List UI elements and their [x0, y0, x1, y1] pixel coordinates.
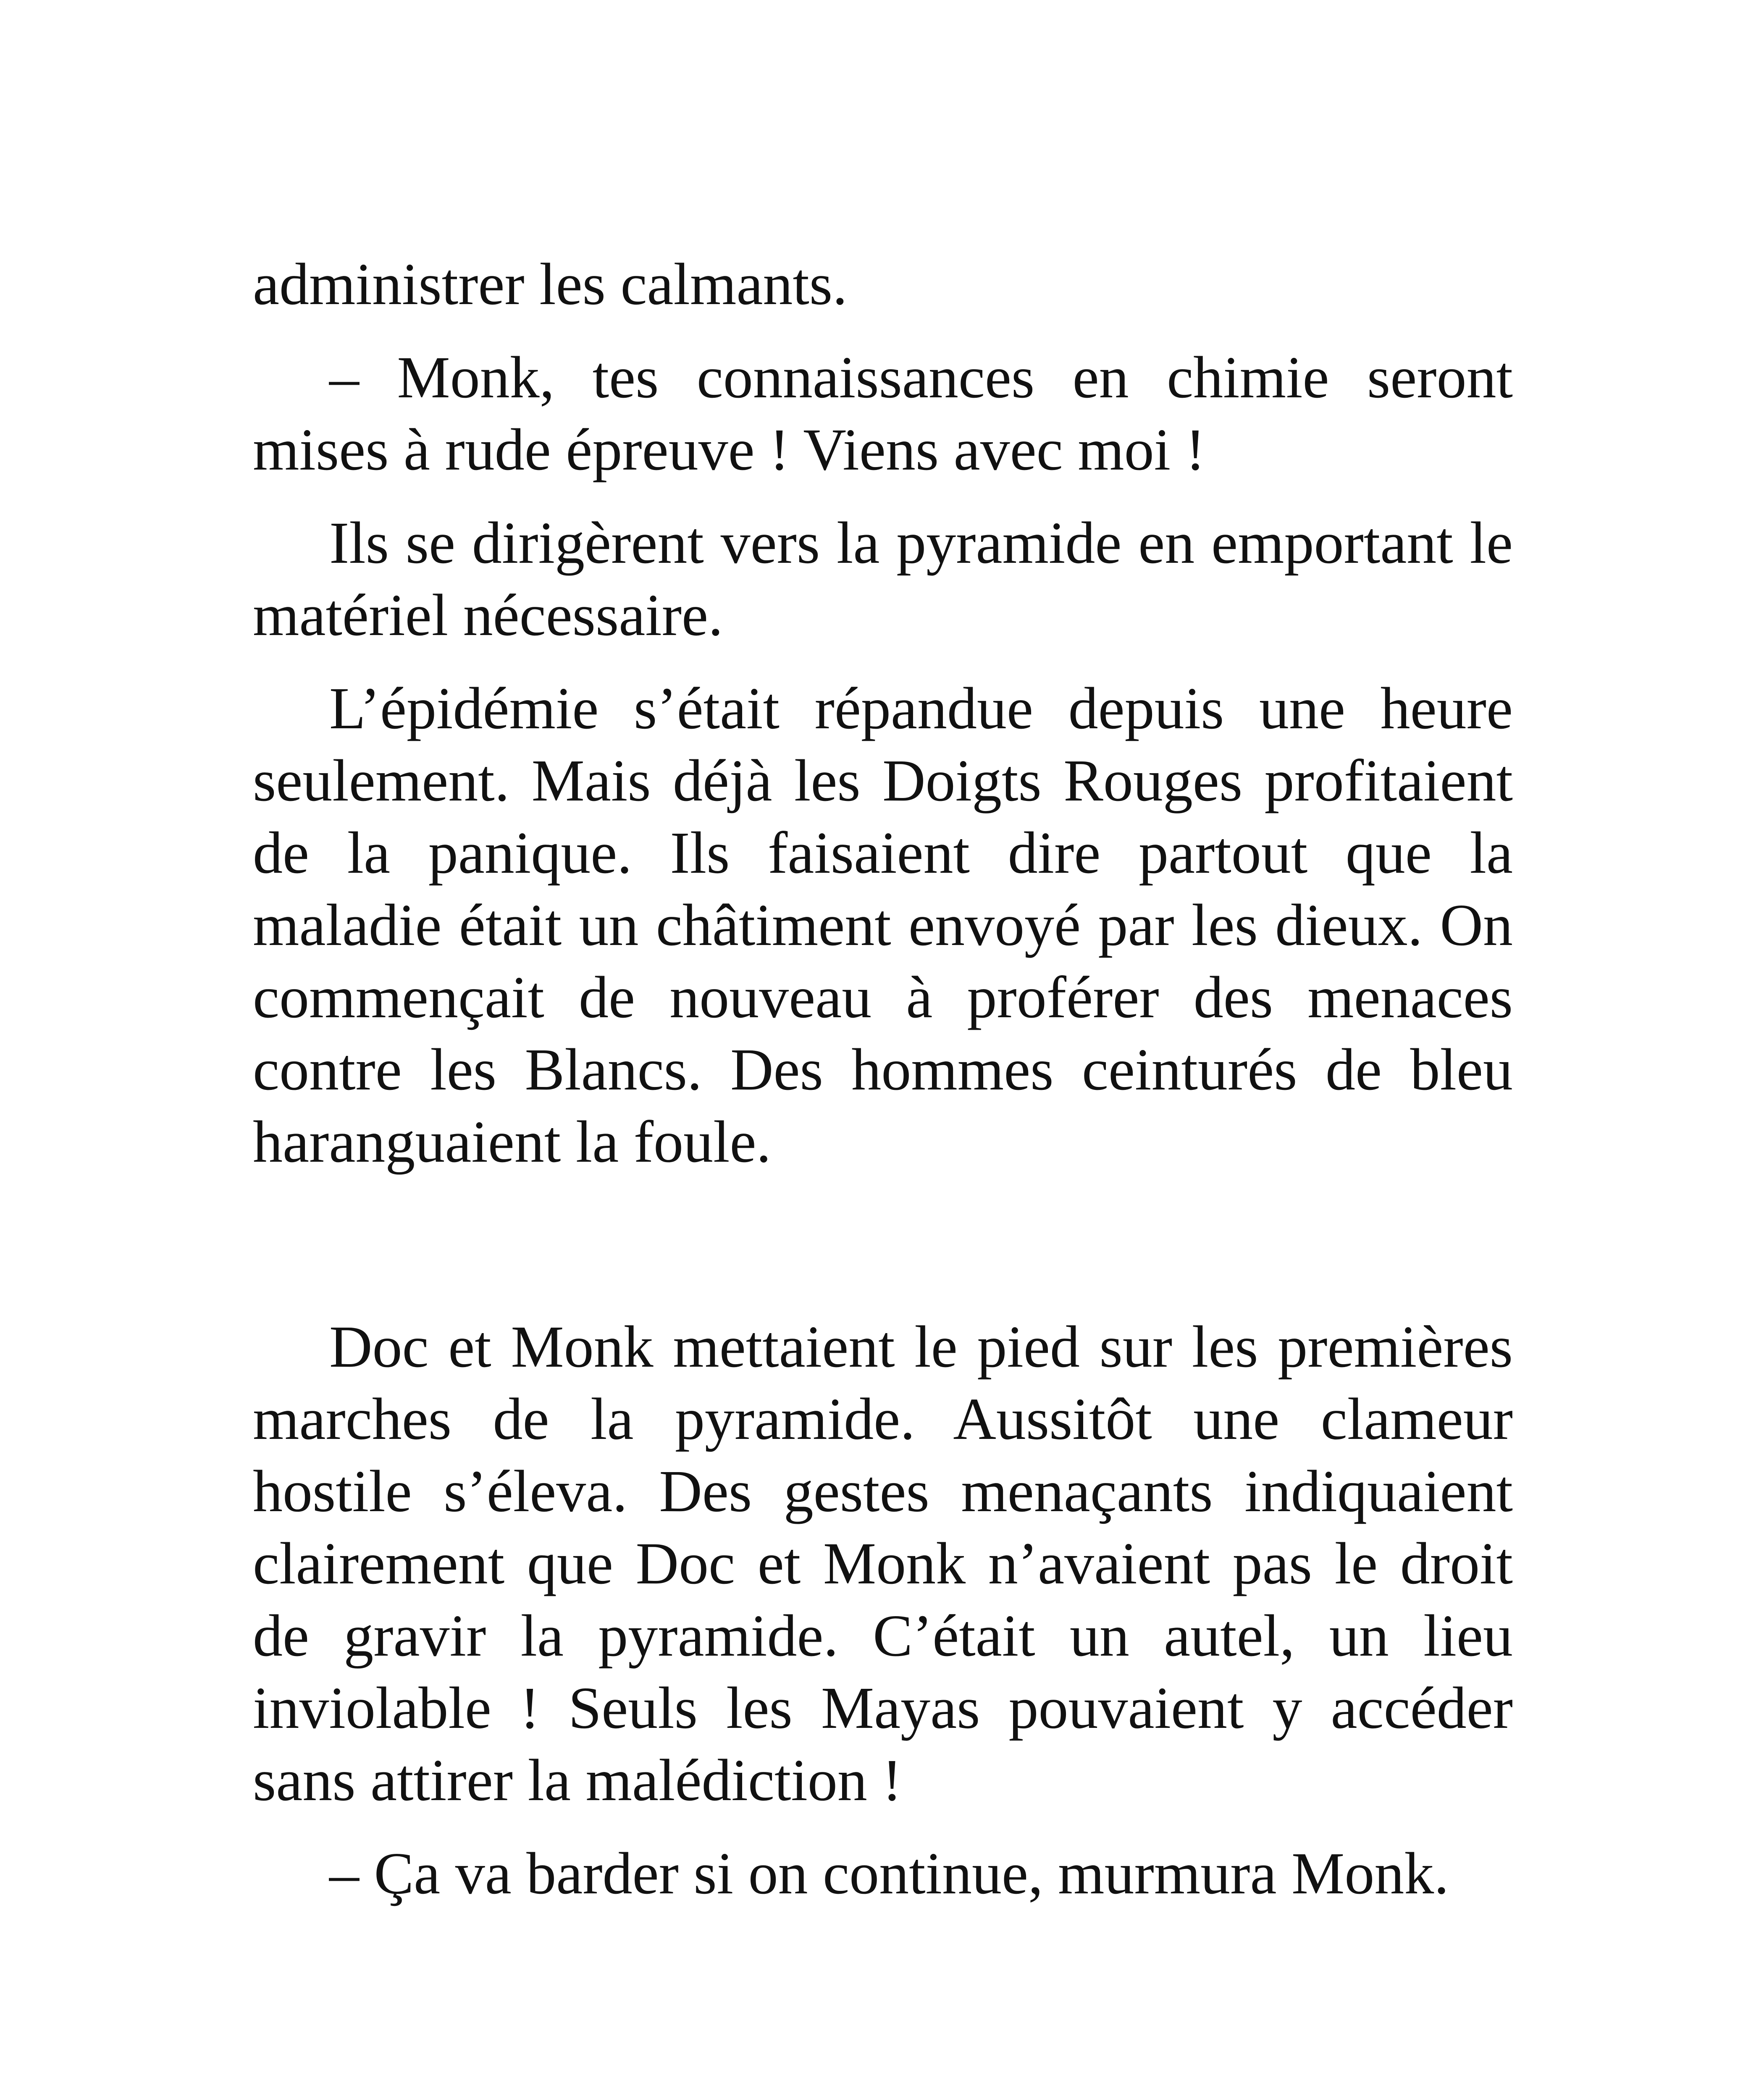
- paragraph-dialogue-monk: – Monk, tes connaissances en chimie seront mises à rude épreuve ! Viens avec moi !: [253, 344, 1513, 483]
- page-body: [253, 248, 1513, 1909]
- paragraph-epidemic: L’épidémie s’était répandue depuis une heure seulement. Mais déjà les Doigts Rouges profitaient de la panique. Ils faisaient dire partout que la maladie était un châtiment envoyé par les dieux. On commençait de nouveau à proférer des menaces contre les Blancs. Des hommes ceinturés de bleu haranguaient la foule.: [253, 675, 1513, 1175]
- paragraph-dialogue-final: – Ça va barder si on continue, murmura Monk.: [329, 1840, 1449, 1906]
- paragraph-section-start: Doc et Monk mettaient le pied sur les premières marches de la pyramide. Aussitôt une clameur hostile s’éleva. Des gestes menaçants indiquaient clairement que Doc et Monk n’avaient pas le droit de gravir la pyramide. C’était un autel, un lieu inviolable ! Seuls les Mayas pouvaient y accéder sans attirer la malédiction !: [253, 1313, 1513, 1813]
- paragraph-continuation: administrer les calmants.: [253, 251, 848, 317]
- paragraph-pyramid: Ils se dirigèrent vers la pyramide en emportant le matériel nécessaire.: [253, 509, 1513, 648]
